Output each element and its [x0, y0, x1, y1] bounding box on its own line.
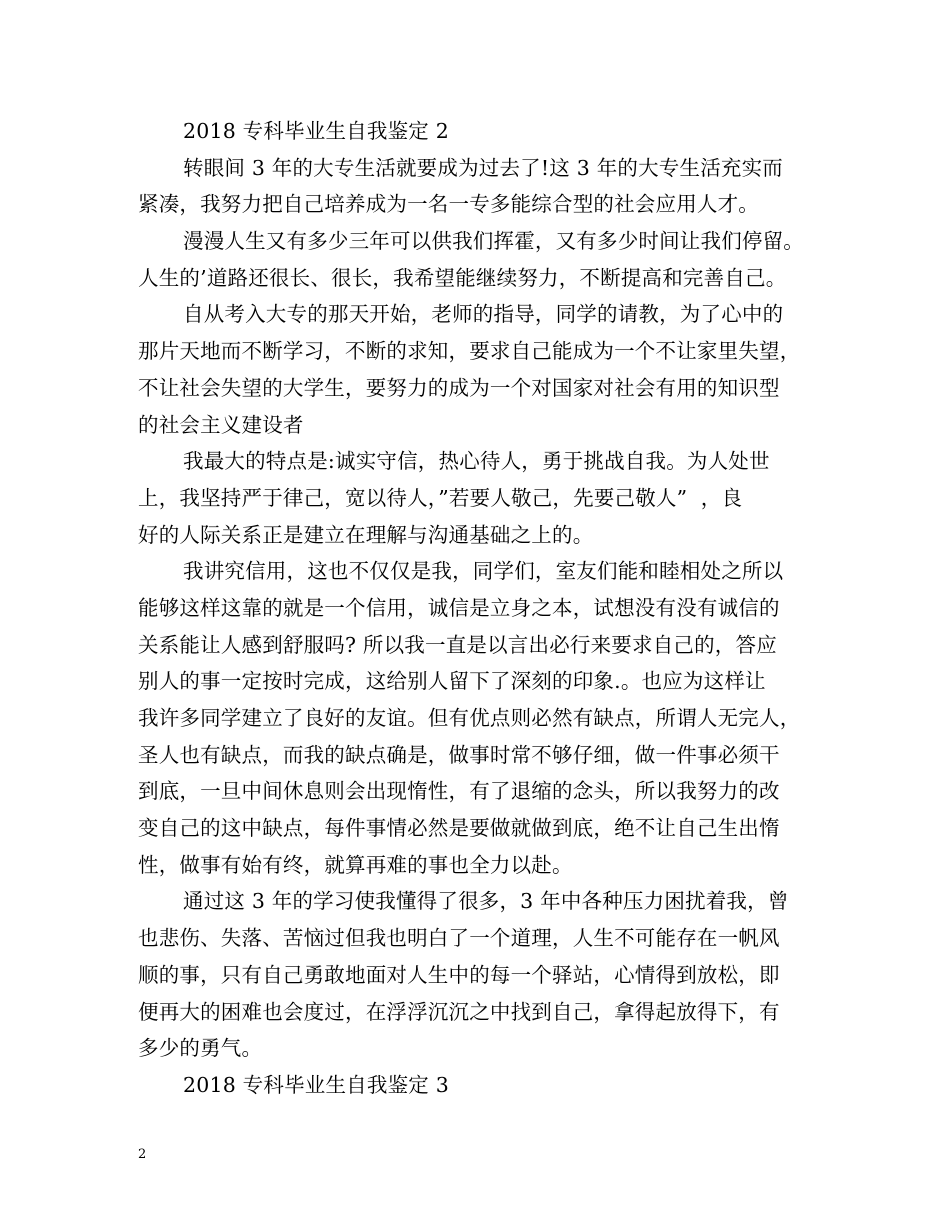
text-line: 自从考入大专的那天开始，老师的指导，同学的请教，为了心中的 [183, 302, 784, 327]
text-line: 紧凑，我努力把自己培养成为一名一专多能综合型的社会应用人才。 [138, 192, 759, 217]
text-line: 转眼间 3 年的大专生活就要成为过去了!这 3 年的大专生活充实而 [183, 155, 783, 180]
text-line: 不让社会失望的大学生，要努力的成为一个对国家对社会有用的知识型 [138, 375, 780, 400]
text-line: 我讲究信用，这也不仅仅是我，同学们，室友们能和睦相处之所以 [183, 559, 784, 584]
page-number: 2 [138, 1147, 147, 1162]
text-line: 我许多同学建立了良好的友谊。但有优点则必然有缺点，所谓人无完人， [138, 706, 801, 730]
text-line: 顺的事，只有自己勇敢地面对人生中的每一个驿站，心情得到放松，即 [138, 962, 780, 987]
text-line: 2018 专科毕业生自我鉴定 2 [183, 119, 449, 143]
document-body [138, 113, 818, 1104]
text-line: 别人的事一定按时完成，这给别人留下了深刻的印象.。也应为这样让 [138, 669, 766, 694]
text-line: 到底，一旦中间休息则会出现惰性，有了退缩的念头，所以我努力的改 [138, 779, 780, 804]
text-line: 2018 专科毕业生自我鉴定 3 [183, 1072, 449, 1097]
text-line: 变自己的这中缺点，每件事情必然是要做就做到底，绝不让自己生出惰 [138, 816, 780, 841]
text-line: 人生的’道路还很长、很长，我希望能继续努力，不断提高和完善自己。 [138, 265, 787, 290]
text-line: 圣人也有缺点，而我的缺点确是，做事时常不够仔细，做一件事必须干 [138, 742, 780, 767]
text-line: 上，我坚持严于律己，宽以待人，”若要人敬己，先要己敬人” ，良 [138, 485, 743, 510]
text-line: 好的人际关系正是建立在理解与沟通基础之上的。 [138, 522, 594, 547]
text-line: 的社会主义建设者 [138, 412, 304, 437]
text-line: 关系能让人感到舒服吗? 所以我一直是以言出必行来要求自己的，答应 [138, 632, 777, 657]
text-line: 那片天地而不断学习，不断的求知，要求自己能成为一个不让家里失望， [138, 339, 801, 364]
text-line: 我最大的特点是:诚实守信，热心待人，勇于挑战自我。为人处世 [183, 449, 770, 474]
text-line: 漫漫人生又有多少三年可以供我们挥霍，又有多少时间让我们停留。 [183, 229, 804, 254]
text-line: 多少的勇气。 [138, 1036, 263, 1061]
text-line: 也悲伤、失落、苦恼过但我也明白了一个道理，人生不可能存在一帆风 [138, 926, 780, 951]
text-line: 便再大的困难也会度过，在浮浮沉沉之中找到自己，拿得起放得下，有 [138, 999, 780, 1024]
text-line: 能够这样这靠的就是一个信用，诚信是立身之本，试想没有没有诚信的 [138, 595, 780, 620]
text-line: 通过这 3 年的学习使我懂得了很多，3 年中各种压力困扰着我，曾 [183, 889, 789, 914]
text-line: 性，做事有始有终，就算再难的事也全力以赴。 [138, 852, 573, 877]
